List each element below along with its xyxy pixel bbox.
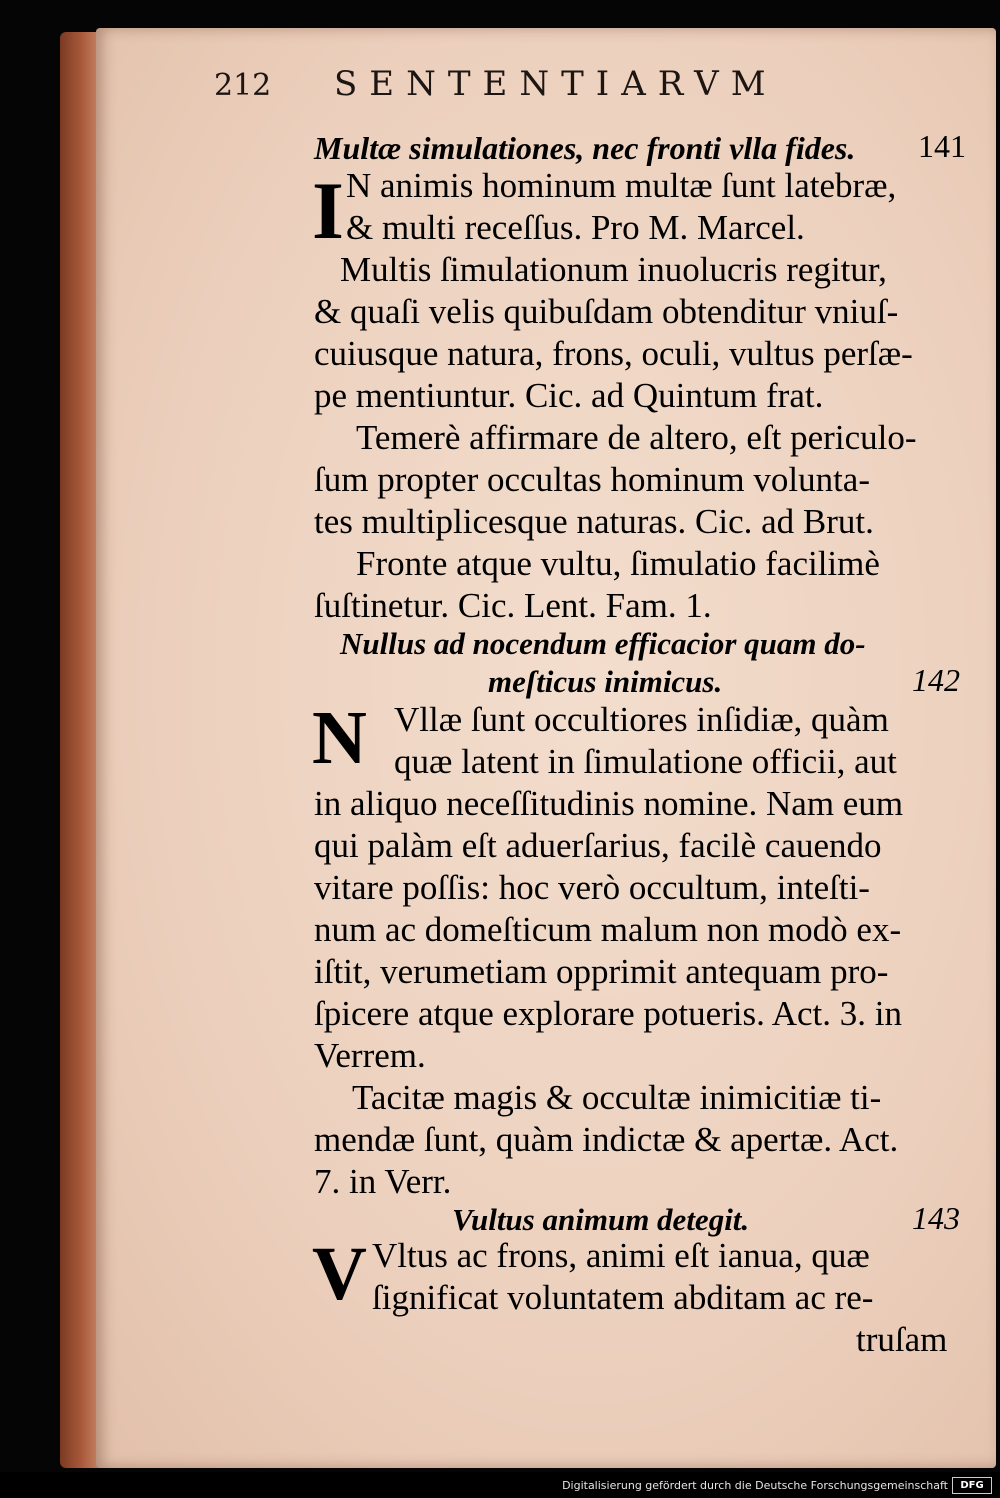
- digitization-footer: [0, 1472, 1000, 1498]
- text-line: pe mentiuntur. Cic. ad Quintum frat.: [314, 376, 824, 415]
- text-line: tes multiplicesque naturas. Cic. ad Brut.: [314, 502, 874, 541]
- section-number-143: 143: [912, 1200, 960, 1236]
- text-line: quæ latent in ſimulatione officii, aut: [394, 742, 897, 781]
- dfg-logo: DFG: [952, 1477, 992, 1494]
- text-line: Vllæ ſunt occultiores inſidiæ, quàm: [394, 700, 889, 739]
- section-heading-143: Vultus animum detegit.: [452, 1202, 750, 1237]
- section-number-142: 142: [912, 662, 960, 698]
- text-line: iſtit, verumetiam opprimit antequam pro-: [314, 952, 889, 991]
- section-number-141: 141: [918, 128, 966, 164]
- text-line: 7. in Verr.: [314, 1162, 452, 1201]
- text-line: Fronte atque vultu, ſimulatio facilimè: [356, 544, 880, 583]
- text-line: Temerè affirmare de altero, eſt periculo-: [356, 418, 917, 457]
- text-line: cuiusque natura, frons, oculi, vultus perſæ-: [314, 334, 913, 373]
- text-line: num ac domeſticum malum non modò ex-: [314, 910, 902, 949]
- footer-credit: Digitalisierung gefördert durch die Deutsche Forschungsgemeinschaft: [562, 1479, 948, 1492]
- section-heading-141: Multæ simulationes, nec fronti vlla fides.: [314, 130, 856, 166]
- text-line: in aliquo neceſſitudinis nomine. Nam eum: [314, 784, 904, 823]
- text-line: ſignificat voluntatem abditam ac re-: [372, 1278, 874, 1317]
- text-line: & multi receſſus. Pro M. Marcel.: [346, 208, 805, 247]
- text-line: N animis hominum multæ ſunt latebræ,: [346, 166, 897, 205]
- page-number: 212: [214, 68, 272, 103]
- text-line: ſuſtinetur. Cic. Lent. Fam. 1.: [314, 586, 712, 625]
- section-heading-142-cont: meſticus inimicus.: [488, 664, 723, 699]
- text-line: Tacitæ magis & occultæ inimicitiæ ti-: [352, 1078, 882, 1117]
- text-line: Vltus ac frons, animi eſt ianua, quæ: [372, 1236, 870, 1275]
- text-line: mendæ ſunt, quàm indictæ & apertæ. Act.: [314, 1120, 899, 1159]
- dropcap-143: V: [312, 1232, 367, 1316]
- running-title: SENTENTIARVM: [334, 64, 778, 104]
- text-line: ſpicere atque explorare potueris. Act. 3. in: [314, 994, 902, 1033]
- text-line: & quaſi velis quibuſdam obtenditur vniuſ-: [314, 292, 899, 331]
- page-header: [214, 64, 974, 124]
- page-text: [214, 64, 974, 124]
- section-heading-142: Nullus ad nocendum efficacior quam do-: [340, 626, 866, 661]
- dropcap-141: I: [312, 165, 344, 256]
- text-line: Multis ſimulationum inuolucris regitur,: [340, 250, 887, 289]
- dropcap-142: N: [312, 696, 367, 780]
- text-line: ſum propter occultas hominum volunta-: [314, 460, 871, 499]
- text-line: Verrem.: [314, 1036, 426, 1075]
- text-line: qui palàm eſt aduerſarius, facilè cauendo: [314, 826, 882, 865]
- text-line: vitare poſſis: hoc verò occultum, inteſti-: [314, 868, 870, 907]
- text-line: truſam: [856, 1320, 948, 1359]
